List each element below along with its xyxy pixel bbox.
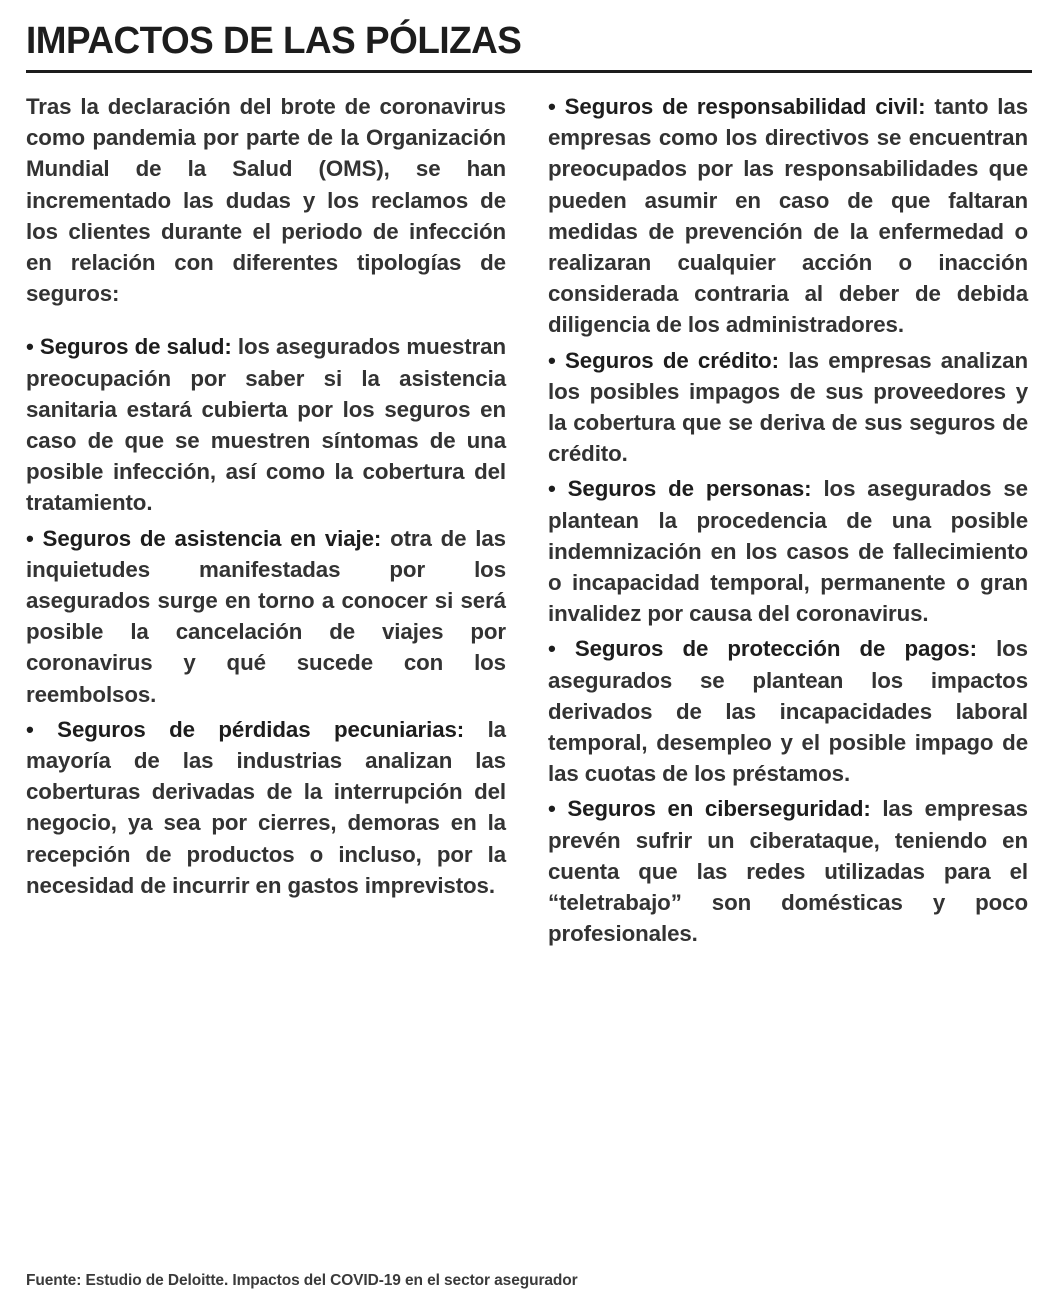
list-item <box>548 793 1028 949</box>
left-column <box>26 91 506 905</box>
list-item-heading: Seguros de responsabilidad civil: <box>564 93 926 119</box>
list-item-body: los asegurados se plantean la procedencia de una posible indemnización en los casos de fallecimiento o incapacidad temporal, permanente o gran invalidez por causa del coronavirus. <box>548 476 1028 627</box>
list-item-body: las empresas prevén sufrir un ciberataque, teniendo en cuenta que las redes utilizadas para el “teletrabajo” son domésticas y poco profesionales. <box>548 796 1028 947</box>
list-item-heading: Seguros de crédito: <box>565 347 779 373</box>
list-item-body: las empresas analizan los posibles impagos de sus proveedores y la cobertura que se deriva de sus seguros de crédito. <box>548 347 1028 467</box>
bullet-icon: • <box>26 525 34 551</box>
list-item-body: los asegurados muestran preocupación por saber si la asistencia sanitaria estará cubierta por los seguros en caso de que se muestren síntomas de una posible infección, así como la cobertura del tratamiento. <box>26 334 506 516</box>
list-item-body: la mayoría de las industrias analizan las coberturas derivadas de la interrupción del negocio, ya sea por cierres, demoras en la recepción de productos o incluso, por la necesidad de incurrir en gastos imprevistos. <box>26 716 506 898</box>
source-note: Fuente: Estudio de Deloitte. Impactos del COVID-19 en el sector asegurador <box>26 1272 578 1289</box>
right-column <box>548 91 1028 953</box>
intro-paragraph: Tras la declaración del brote de coronavirus como pandemia por parte de la Organización Mundial de la Salud (OMS), se han incrementado las dudas y los reclamos de los clientes durante el periodo de infección en relación con diferentes tipologías de seguros: <box>26 93 506 307</box>
article-columns <box>26 91 1032 953</box>
list-item-heading: Seguros de pérdidas pecuniarias: <box>57 716 465 742</box>
list-item <box>548 473 1028 629</box>
list-item <box>26 331 506 518</box>
list-item-heading: Seguros de asistencia en viaje: <box>42 525 382 551</box>
bullet-icon: • <box>548 796 556 822</box>
list-item <box>548 345 1028 470</box>
bullet-icon: • <box>548 636 556 662</box>
list-item <box>26 714 506 901</box>
list-item-body: otra de las inquietudes manifestadas por los asegurados surge en torno a conocer si será posible la cancelación de viajes por coronavirus y qué sucede con los reembolsos. <box>26 525 506 707</box>
bullet-icon: • <box>26 716 34 742</box>
list-item-body: tanto las empresas como los directivos se encuentran preocupados por las responsabilidades que pueden asumir en caso de que faltaran medidas de prevención de la enfermedad o realizaran cualquier acción o inacción considerada contraria al deber de debida diligencia de los administradores. <box>548 93 1028 338</box>
list-item <box>548 633 1028 789</box>
list-item-heading: Seguros de protección de pagos: <box>574 636 977 662</box>
bullet-icon: • <box>548 93 556 119</box>
list-item <box>548 91 1028 341</box>
list-item-heading: Seguros de salud: <box>39 334 232 360</box>
bullet-icon: • <box>548 476 556 502</box>
title-divider <box>26 70 1032 73</box>
list-item-heading: Seguros en ciberseguridad: <box>567 796 871 822</box>
list-item <box>26 523 506 710</box>
list-item-body: los asegurados se plantean los impactos derivados de las incapacidades laboral temporal, desempleo y el posible impago de las cuotas de los préstamos. <box>548 636 1028 787</box>
list-item-heading: Seguros de personas: <box>567 476 812 502</box>
bullet-icon: • <box>548 347 556 373</box>
page-title: IMPACTOS DE LAS PÓLIZAS <box>26 20 522 62</box>
bullet-icon: • <box>26 334 34 360</box>
